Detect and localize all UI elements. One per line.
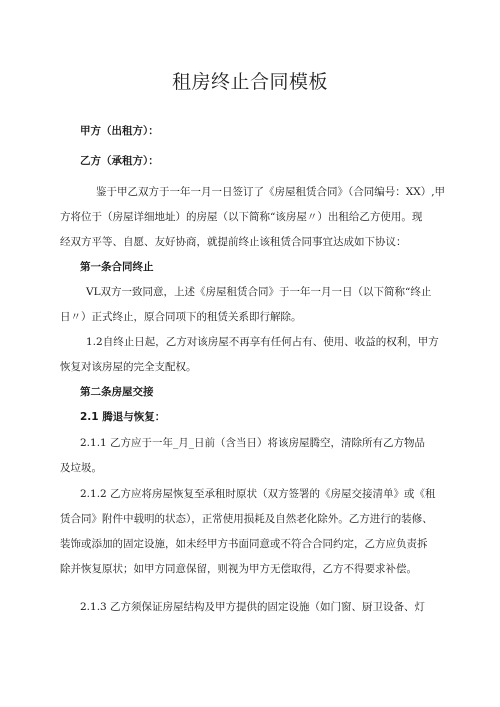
section-2-1-heading: 2.1 腾退与恢复： — [80, 411, 166, 423]
clause-2-1-2-line-2: 赁合同》附件中载明的状态），正常使用损耗及自然老化除外。乙方进行的装修、 — [60, 513, 433, 525]
article-2-heading: 第二条房屋交接 — [80, 386, 154, 398]
clause-1-1-line-2: 日〃）正式终止，原合同项下的租赁关系即行解除。 — [60, 311, 302, 323]
preamble-line-3: 经双方平等、自愿、友好协商，就提前终止该租赁合同事宜达成如下协议： — [60, 236, 407, 248]
document-title: 租房终止合同模板 — [171, 71, 328, 93]
clause-2-1-1-line-1: 2.1.1 乙方应于一年_月_日前（含当日）将该房屋腾空，清除所有乙方物品 — [80, 437, 426, 449]
clause-2-1-2-line-4: 除并恢复原状；如甲方同意保留，则视为甲方无偿取得，乙方不得要求补偿。 — [60, 563, 417, 575]
clause-2-1-2-line-3: 装饰或添加的固定设施，如未经甲方书面同意或不符合合同约定，乙方应负责拆 — [60, 538, 428, 550]
article-1-heading: 第一条合同终止 — [80, 261, 154, 273]
party-a-label: 甲方（出租方）： — [80, 125, 159, 137]
preamble-line-1: 鉴于甲乙双方于一年一月一日签订了《房屋租赁合同》（合同编号：XX）,甲 — [96, 186, 446, 198]
clause-2-1-2-line-1: 2.1.2 乙方应将房屋恢复至承租时原状（双方签署的《房屋交接清单》或《租 — [80, 488, 436, 500]
preamble-line-2: 方将位于（房屋详细地址）的房屋（以下简称“该房屋〃）出租给乙方使用。现 — [60, 211, 423, 223]
clause-2-1-1-line-2: 及垃圾。 — [60, 462, 102, 474]
clause-1-2-line-1: 1.2自终止日起，乙方对该房屋不再享有任何占有、使用、收益的权利，甲方 — [86, 336, 439, 348]
clause-1-1-line-1: VL双方一致同意，上述《房屋租赁合同》于一年一月一日（以下简称“终止 — [86, 286, 432, 298]
clause-2-1-3-line-1: 2.1.3 乙方须保证房屋结构及甲方提供的固定设施（如门窗、厨卫设备、灯 — [80, 601, 426, 613]
clause-1-2-line-2: 恢复对该房屋的完全支配权。 — [60, 361, 197, 373]
party-b-label: 乙方（承租方）： — [80, 155, 159, 167]
